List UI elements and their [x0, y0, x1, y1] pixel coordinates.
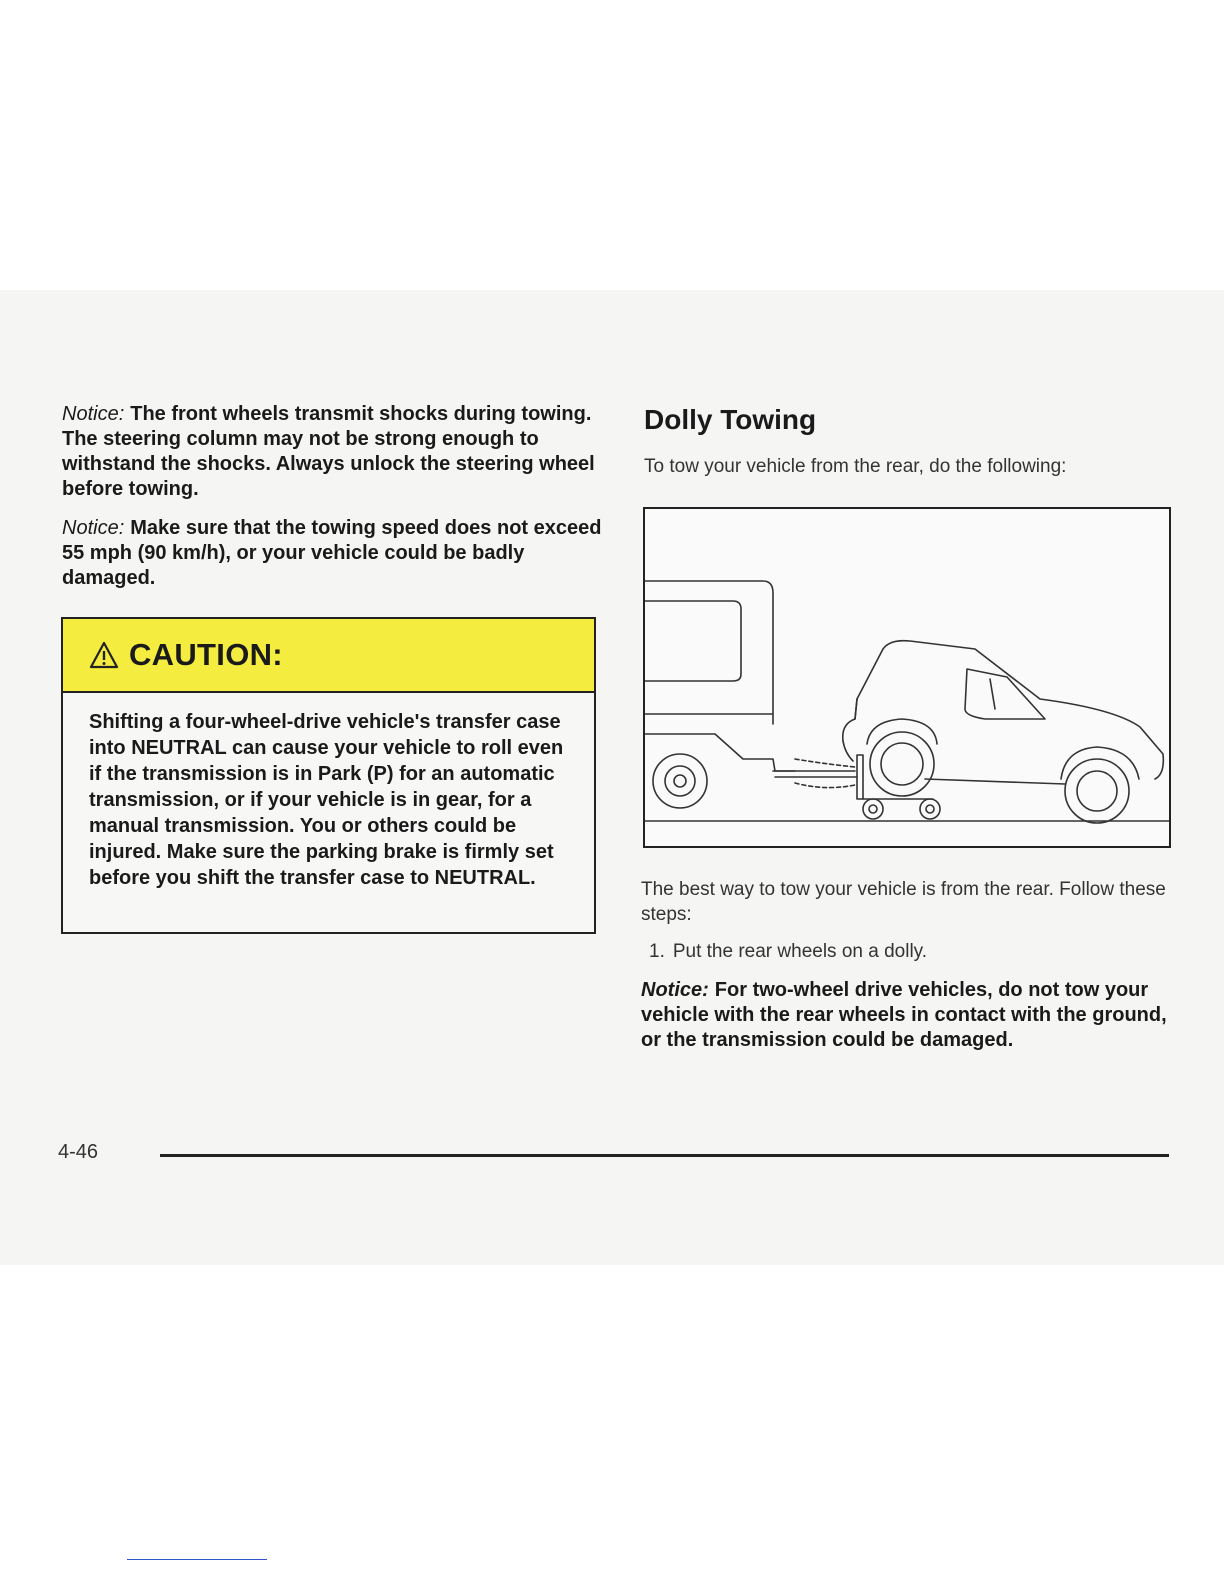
notice-label: Notice: — [62, 403, 125, 425]
caution-text: Shifting a four-wheel-drive vehicle's transfer case into NEUTRAL can cause your vehicle to roll even if the transmission is in Park (P) for an automatic transmission, or if your vehicle is in gear, for a manual transmission. You or others could be injured. Make sure the parking brake is firmly set before you shift the transfer case to NEUTRAL. — [89, 711, 564, 889]
notice-two-wheel-drive — [641, 978, 1181, 1053]
step-number: 1. — [649, 941, 665, 962]
notice-steering — [62, 402, 602, 502]
tow-vehicle-dolly-drawing — [645, 509, 1169, 846]
notice-text: For two-wheel drive vehicles, do not tow your vehicle with the rear wheels in contact with the ground, or the transmission could be damaged. — [641, 979, 1167, 1051]
caution-header — [63, 619, 594, 693]
steps-block — [641, 877, 1181, 1053]
warning-triangle-icon — [89, 641, 119, 669]
link-underline — [127, 1559, 267, 1560]
caution-title: CAUTION: — [129, 637, 283, 672]
notice-speed — [62, 516, 602, 591]
right-column — [644, 402, 1179, 479]
section-heading: Dolly Towing — [644, 404, 817, 435]
notice-text: The front wheels transmit shocks during towing. The steering column may not be strong enough to withstand the shocks. Always unlock the steering wheel before towing. — [62, 403, 595, 500]
left-column — [62, 402, 602, 605]
caution-box — [61, 617, 596, 934]
dolly-towing-illustration — [643, 507, 1171, 848]
notice-label: Notice: — [641, 979, 709, 1001]
steps-intro: The best way to tow your vehicle is from the rear. Follow these steps: — [641, 879, 1166, 925]
intro-text: To tow your vehicle from the rear, do the following: — [644, 456, 1067, 477]
notice-text: Make sure that the towing speed does not exceed 55 mph (90 km/h), or your vehicle could be badly damaged. — [62, 517, 602, 589]
step-text: Put the rear wheels on a dolly. — [672, 941, 928, 962]
list-item — [649, 939, 1181, 964]
footer-rule — [160, 1154, 1169, 1157]
notice-label: Notice: — [62, 517, 125, 539]
page-number: 4-46 — [58, 1141, 99, 1163]
